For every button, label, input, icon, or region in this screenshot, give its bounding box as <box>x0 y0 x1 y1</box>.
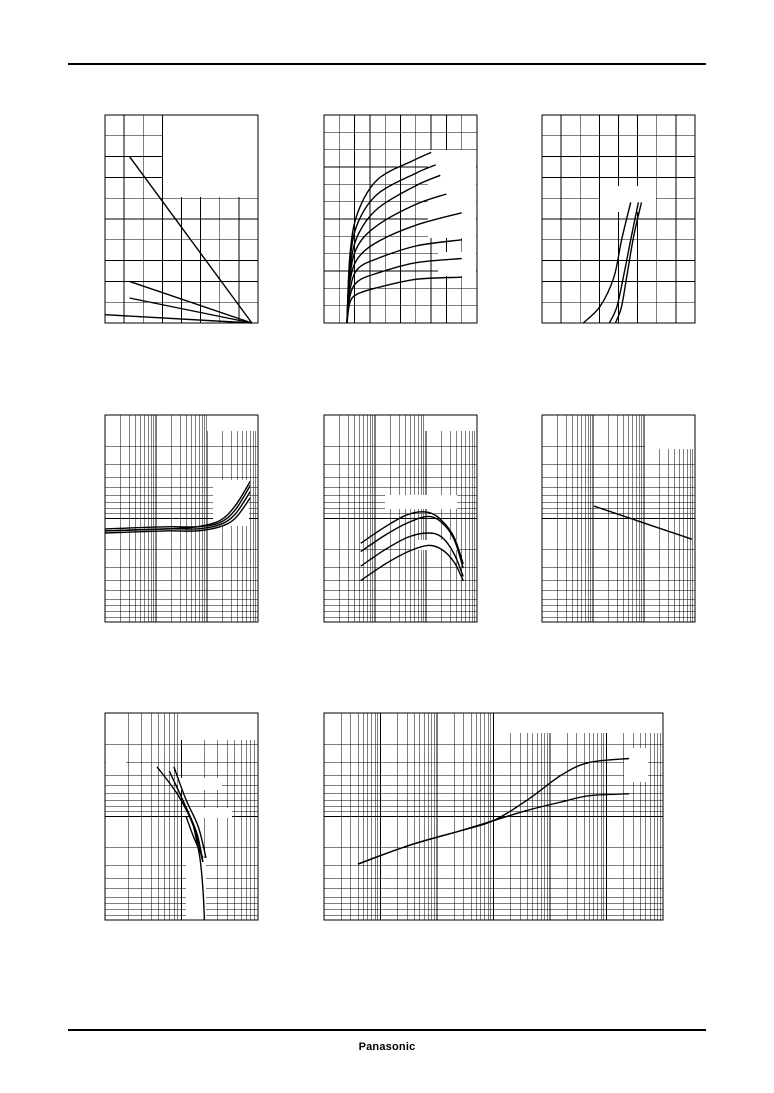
label-panel <box>106 760 126 770</box>
chart-5 <box>324 415 477 622</box>
series-line-2 <box>609 202 638 323</box>
chart-grid <box>105 713 258 920</box>
label-panel <box>385 495 457 509</box>
chart-4 <box>105 415 258 622</box>
label-panel <box>507 713 663 733</box>
chart-7 <box>105 713 258 920</box>
series-line-3 <box>361 545 464 580</box>
footer-rule <box>68 1029 706 1031</box>
series-line-8 <box>347 152 431 323</box>
label-panel <box>425 415 477 431</box>
series-line-1 <box>347 277 462 323</box>
chart-1 <box>105 115 258 323</box>
chart-grid <box>324 713 663 920</box>
label-panel <box>207 415 258 431</box>
series-line-7 <box>347 165 436 323</box>
label-panel <box>624 748 648 782</box>
series-line-5 <box>186 817 203 858</box>
chart-6 <box>542 415 695 622</box>
series-line-1 <box>594 506 692 539</box>
label-panel <box>600 186 656 212</box>
chart-grid <box>542 115 695 323</box>
series-line-1 <box>583 202 630 323</box>
label-panel <box>181 713 258 740</box>
label-panel <box>645 415 695 449</box>
label-panel <box>428 150 476 238</box>
brand-logo: Panasonic <box>358 1041 416 1053</box>
chart-8 <box>324 713 663 920</box>
chart-3 <box>542 115 695 323</box>
series-line-6 <box>347 175 440 323</box>
label-panel <box>163 115 258 197</box>
chart-2 <box>324 115 477 323</box>
label-panel <box>438 252 476 276</box>
label-panel <box>178 778 222 790</box>
label-panel <box>190 808 232 818</box>
